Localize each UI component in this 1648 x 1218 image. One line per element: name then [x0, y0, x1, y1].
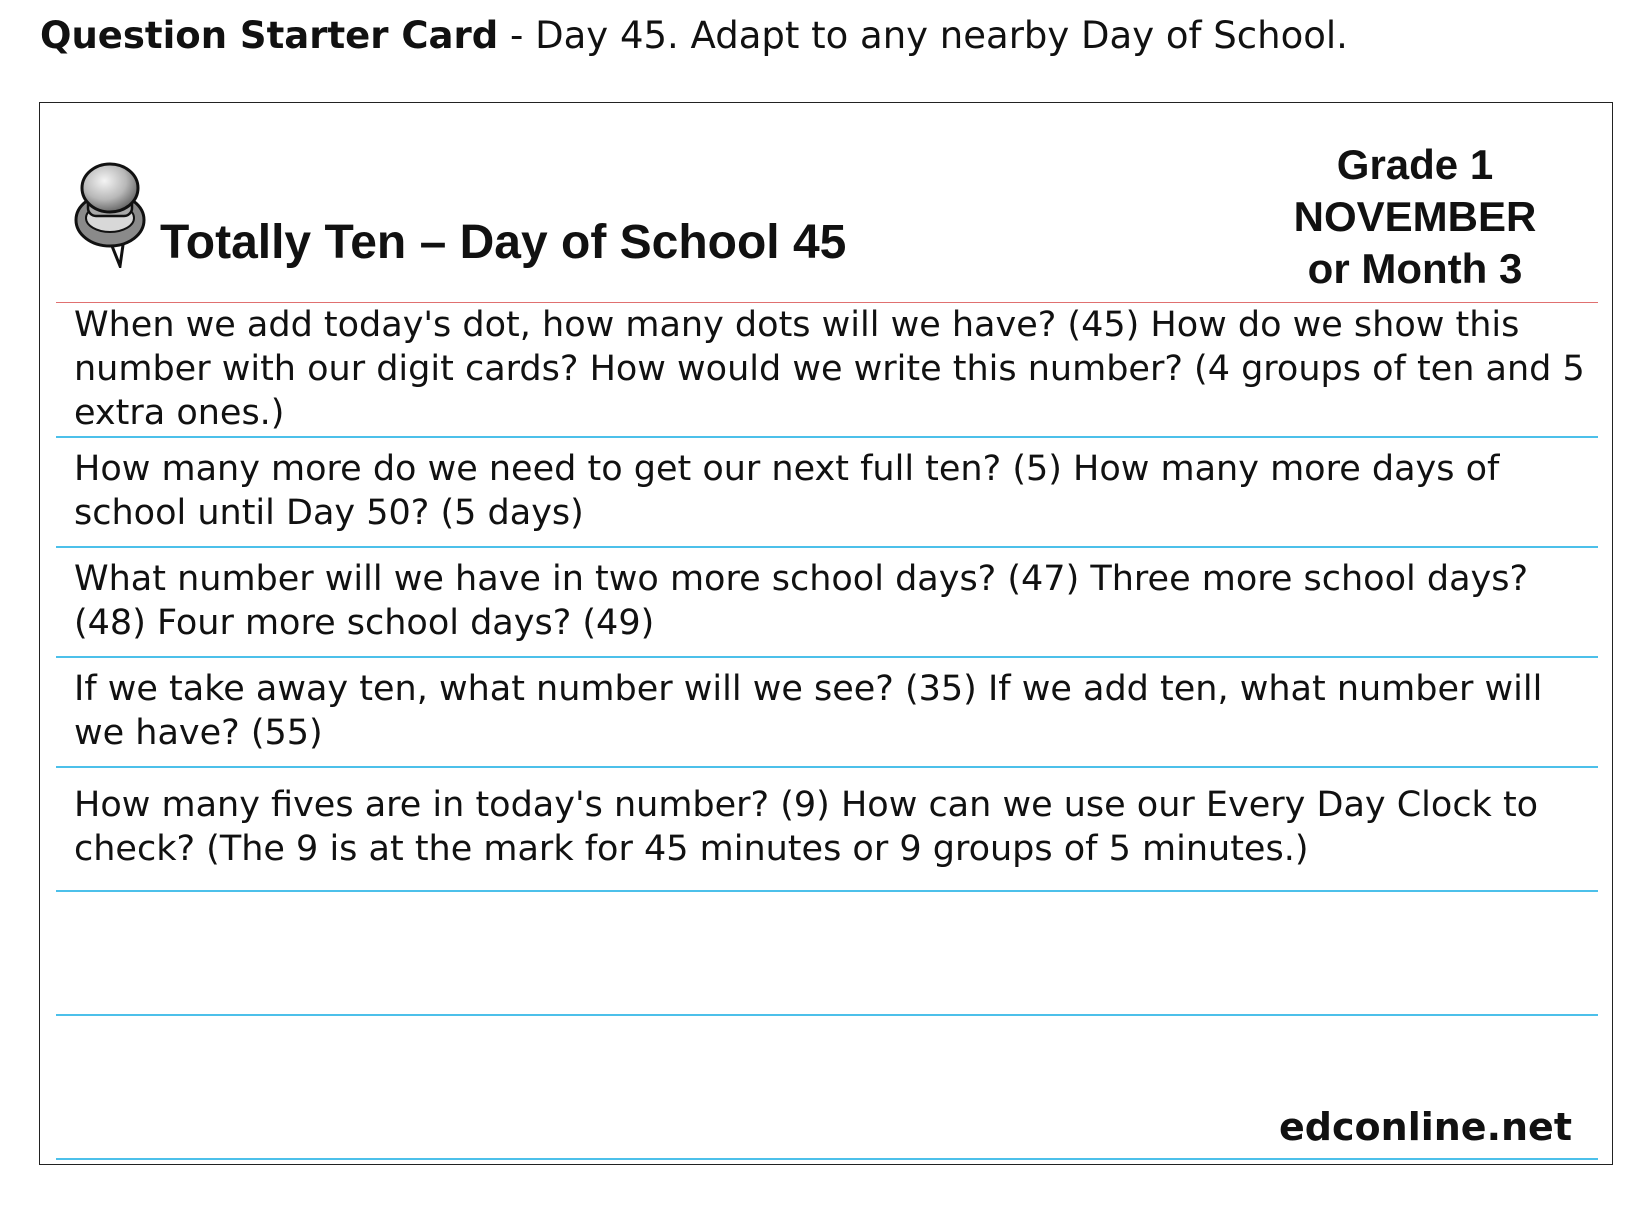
- heading-subtitle: - Day 45. Adapt to any nearby Day of School.: [498, 14, 1348, 57]
- question-divider: [56, 546, 1598, 548]
- card-type-label: Question Starter Card: [40, 14, 499, 57]
- footer-divider: [56, 1158, 1598, 1160]
- grade-label: Grade 1: [1336, 141, 1494, 188]
- month-number-label: or Month 3: [1307, 245, 1523, 292]
- grade-month-label: [1290, 139, 1540, 295]
- question-divider: [56, 1014, 1598, 1016]
- question-1: When we add today's dot, how many dots will we have? (45) How do we show this number with our digit cards? How would we write this number? (4 groups of ten and 5 extra ones.): [74, 305, 1585, 433]
- site-name: edconline.net: [1279, 1105, 1572, 1149]
- question-card: [39, 102, 1613, 1165]
- pushpin-icon: [72, 158, 152, 268]
- question-2: How many more do we need to get our next full ten? (5) How many more days of school until Day 50? (5 days): [74, 449, 1500, 533]
- question-3: What number will we have in two more school days? (47) Three more school days? (48) Four more school days? (49): [74, 559, 1529, 643]
- question-divider: [56, 766, 1598, 768]
- question-divider: [56, 890, 1598, 892]
- question-5: How many fives are in today's number? (9) How can we use our Every Day Clock to check? (The 9 is at the mark for 45 minutes or 9 groups of 5 minutes.): [74, 785, 1539, 869]
- question-4: If we take away ten, what number will we see? (35) If we add ten, what number will we have? (55): [74, 669, 1543, 753]
- question-divider: [56, 656, 1598, 658]
- question-divider: [56, 436, 1598, 438]
- month-label: NOVEMBER: [1293, 193, 1537, 240]
- card-title: Totally Ten – Day of School 45: [160, 216, 847, 269]
- page-heading: [40, 12, 1348, 60]
